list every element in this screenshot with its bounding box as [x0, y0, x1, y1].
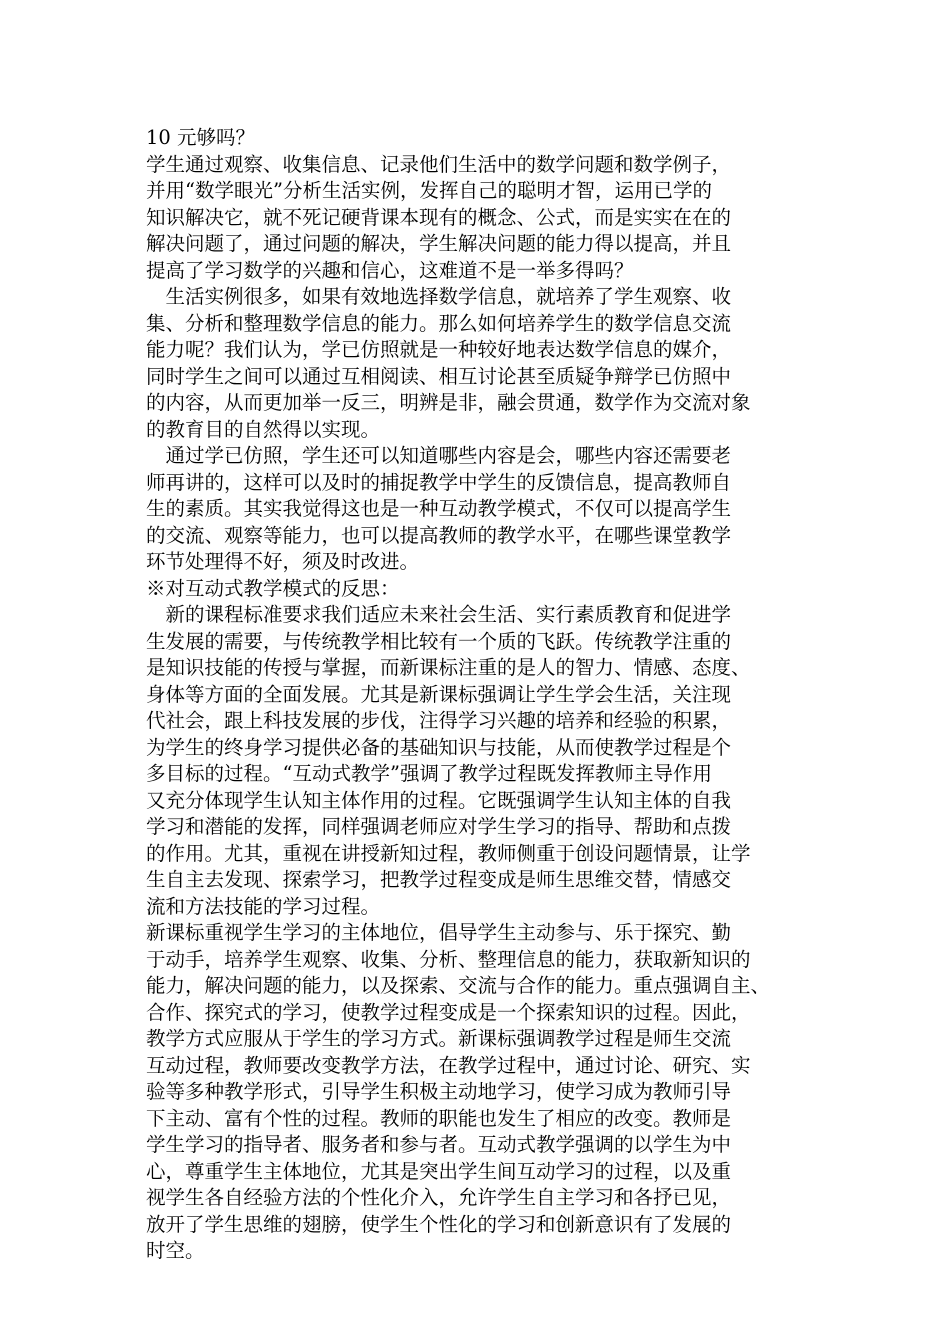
text-line: 于动手，培养学生观察、收集、分析、整理信息的能力，获取新知识的	[146, 947, 751, 971]
text-line: 代社会，跟上科技发展的步伐，注得学习兴趣的培养和经验的积累，	[146, 709, 732, 732]
document-body	[146, 125, 822, 1265]
text-line: 学生学习的指导者、服务者和参与者。互动式教学强调的以学生为中	[146, 1133, 732, 1156]
text-line: 知识解决它，就不死记硬背课本现有的概念、公式，而是实实在在的	[146, 205, 732, 229]
text-line: 是知识技能的传授与掌握，而新课标注重的是人的智力、情感、态度、	[146, 656, 751, 679]
text-line: 集、分析和整理数学信息的能力。那么如何培养学生的数学信息交流	[146, 311, 732, 335]
text-line: 环节处理得不好，须及时改进。	[146, 550, 420, 573]
text-line: 生自主去发现、探索学习，把教学过程变成是师生思维交替，情感交	[146, 868, 732, 891]
text-line: 合作、探究式的学习，使教学过程变成是一个探索知识的过程。因此，	[146, 1000, 751, 1024]
text-line: 验等多种教学形式，引导学生积极主动地学习，使学习成为教师引导	[146, 1080, 732, 1103]
text-line: 教学方式应服从于学生的学习方式。新课标强调教学过程是师生交流	[146, 1027, 732, 1050]
text-line: 多目标的过程。“互动式教学”强调了教学过程既发挥教师主导作用	[146, 762, 712, 785]
text-line: 放开了学生思维的翅膀，使学生个性化的学习和创新意识有了发展的	[146, 1212, 732, 1236]
text-line: 的教育目的自然得以实现。	[146, 417, 381, 441]
text-line: 学生通过观察、收集信息、记录他们生活中的数学问题和数学例子，	[146, 152, 732, 176]
text-line: 同时学生之间可以通过互相阅读、相互讨论甚至质疑争辩学已仿照中	[146, 364, 732, 388]
text-line: 的内容，从而更加举一反三，明辨是非，融会贯通，数学作为交流对象	[146, 391, 751, 414]
text-line: 能力，解决问题的能力，以及探索、交流与合作的能力。重点强调自主、	[146, 974, 771, 997]
text-line: 身体等方面的全面发展。尤其是新课标强调让学生学会生活，关注现	[146, 682, 732, 706]
text-line: 10 元够吗？	[146, 126, 256, 149]
text-line: 互动过程，教师要改变教学方法，在教学过程中，通过讨论、研究、实	[146, 1053, 751, 1077]
text-line: 师再讲的，这样可以及时的捕捉教学中学生的反馈信息，提高教师自	[146, 470, 732, 494]
text-line: 时空。	[146, 1239, 205, 1262]
text-line: 流和方法技能的学习过程。	[146, 894, 381, 918]
text-line: 心，尊重学生主体地位，尤其是突出学生间互动学习的过程，以及重	[146, 1159, 732, 1183]
text-line: 的作用。尤其，重视在讲授新知过程，教师侧重于创设问题情景，让学	[146, 841, 751, 865]
text-line: 提高了学习数学的兴趣和信心，这难道不是一举多得吗？	[146, 258, 634, 282]
text-line: 新课标重视学生学习的主体地位，倡导学生主动参与、乐于探究、勤	[146, 921, 732, 944]
text-line: 能力呢？我们认为，学已仿照就是一种较好地表达数学信息的媒介，	[146, 338, 732, 361]
text-line: 生活实例很多，如果有效地选择数学信息，就培养了学生观察、收	[146, 285, 732, 308]
text-line: ※对互动式教学模式的反思：	[146, 576, 400, 600]
text-line: 并用“数学眼光”分析生活实例，发挥自己的聪明才智，运用已学的	[146, 179, 712, 202]
text-line: 解决问题了，通过问题的解决，学生解决问题的能力得以提高，并且	[146, 232, 732, 255]
text-line: 通过学已仿照，学生还可以知道哪些内容是会，哪些内容还需要老	[146, 444, 732, 467]
text-line: 新的课程标准要求我们适应未来社会生活、实行素质教育和促进学	[146, 603, 732, 626]
text-line: 下主动、富有个性的过程。教师的职能也发生了相应的改变。教师是	[146, 1106, 732, 1130]
text-line: 的交流、观察等能力，也可以提高教师的教学水平，在哪些课堂教学	[146, 523, 732, 547]
text-line: 为学生的终身学习提供必备的基础知识与技能，从而使教学过程是个	[146, 735, 732, 759]
text-line: 视学生各自经验方法的个性化介入，允许学生自主学习和各抒已见，	[146, 1186, 732, 1209]
text-line: 生的素质。其实我觉得这也是一种互动教学模式，不仅可以提高学生	[146, 497, 732, 520]
text-line: 生发展的需要，与传统教学相比较有一个质的飞跃。传统教学注重的	[146, 629, 732, 653]
text-line: 又充分体现学生认知主体作用的过程。它既强调学生认知主体的自我	[146, 788, 732, 812]
text-line: 学习和潜能的发挥，同样强调老师应对学生学习的指导、帮助和点拨	[146, 815, 732, 838]
